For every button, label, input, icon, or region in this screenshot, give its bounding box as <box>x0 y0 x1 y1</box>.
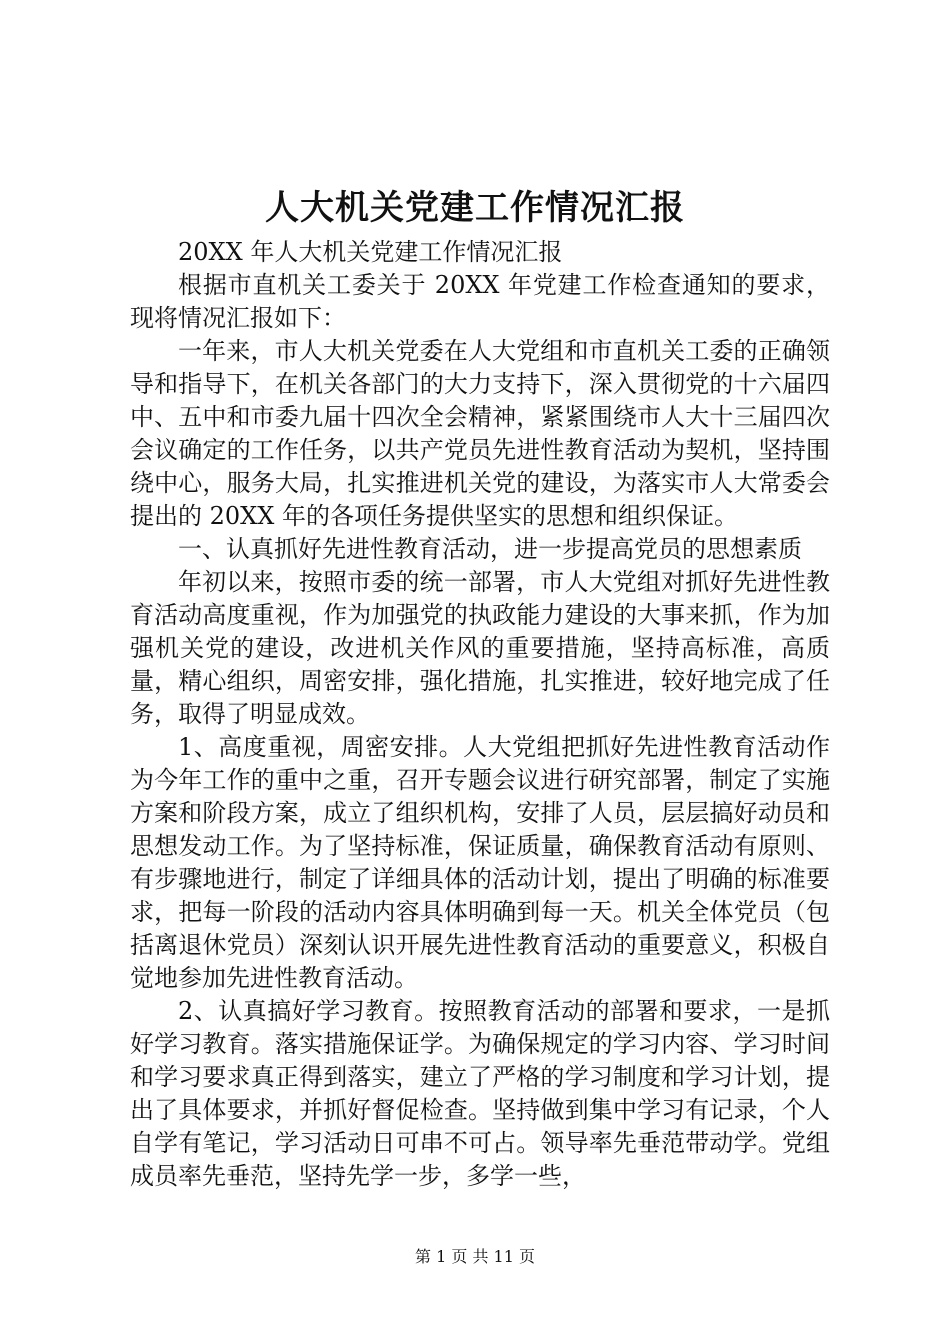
paragraph-overview: 一年来，市人大机关党委在人大党组和市直机关工委的正确领导和指导下，在机关各部门的大力支持下，深入贯彻党的十六届四中、五中和市委九届十四次全会精神，紧紧围绕市人大十三届四次会议确定的工作任务，以共产党员先进性教育活动为契机，坚持围绕中心，服务大局，扎实推进机关党的建设，为落实市人大常委会提出的 20XX 年的各项任务提供坚实的思想和组织保证。 <box>130 337 830 530</box>
paragraph-item-2: 2、认真搞好学习教育。按照教育活动的部署和要求，一是抓好学习教育。落实措施保证学。为确保规定的学习内容、学习时间和学习要求真正得到落实，建立了严格的学习制度和学习计划，提出了具体要求，并抓好督促检查。坚持做到集中学习有记录，个人自学有笔记，学习活动日可串不可占。领导率先垂范带动学。党组成员率先垂范，坚持先学一步，多学一些， <box>130 997 830 1190</box>
document-body <box>130 236 830 1193</box>
paragraph-item-1: 1、高度重视，周密安排。人大党组把抓好先进性教育活动作为今年工作的重中之重，召开专题会议进行研究部署，制定了实施方案和阶段方案，成立了组织机构，安排了人员，层层搞好动员和思想发动工作。为了坚持标准，保证质量，确保教育活动有原则、有步骤地进行，制定了详细具体的活动计划，提出了明确的标准要求，把每一阶段的活动内容具体明确到每一天。机关全体党员（包括离退休党员）深刻认识开展先进性教育活动的重要意义，积极自觉地参加先进性教育活动。 <box>130 733 830 992</box>
paragraph-section-1: 年初以来，按照市委的统一部署，市人大党组对抓好先进性教育活动高度重视，作为加强党的执政能力建设的大事来抓，作为加强机关党的建设，改进机关作风的重要措施，坚持高标准，高质量，精心组织，周密安排，强化措施，扎实推进，较好地完成了任务，取得了明显成效。 <box>130 568 830 728</box>
page-footer: 第 1 页 共 11 页 <box>415 1247 535 1266</box>
document-title: 人大机关党建工作情况汇报 <box>265 188 685 228</box>
paragraph-subtitle: 20XX 年人大机关党建工作情况汇报 <box>178 238 563 266</box>
section-heading-1: 一、认真抓好先进性教育活动，进一步提高党员的思想素质 <box>178 535 802 563</box>
paragraph-intro: 根据市直机关工委关于 20XX 年党建工作检查通知的要求，现将情况汇报如下： <box>130 271 830 332</box>
